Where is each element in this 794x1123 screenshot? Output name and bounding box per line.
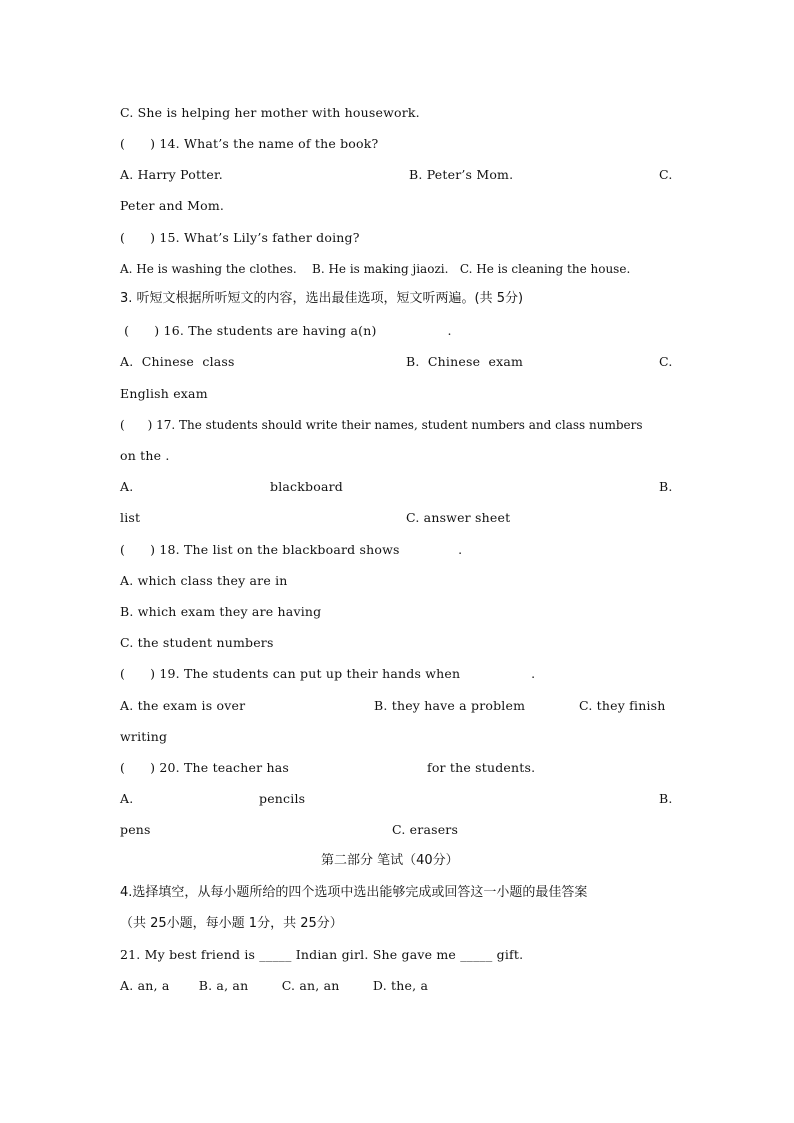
q14-question: ( ) 14. What’s the name of the book? <box>120 136 379 151</box>
q13-option-c: C. She is helping her mother with housework. <box>120 105 420 120</box>
q18-option-a: A. which class they are in <box>120 573 288 588</box>
q14-option-a: A. Harry Potter. <box>120 167 223 182</box>
q20-option-b-text: pens <box>120 822 151 837</box>
q14-option-c-label: C. <box>659 167 673 182</box>
q14-option-c-text: Peter and Mom. <box>120 198 225 213</box>
q17-question-cont: on the . <box>120 448 170 463</box>
q19-option-a: A. the exam is over <box>120 698 246 713</box>
q15-question: ( ) 15. What’s Lily’s father doing? <box>120 230 360 245</box>
q21-question: 21. My best friend is _____ Indian girl. She gave me _____ gift. <box>120 947 524 962</box>
q20-question: ( ) 20. The teacher has <box>120 760 289 775</box>
q16-question: ( ) 16. The students are having a(n) . <box>120 323 452 338</box>
q18-option-c: C. the student numbers <box>120 635 274 650</box>
section-4-scoring: （共 25小题，每小题 1分，共 25分） <box>120 916 343 931</box>
q21-options: A. an, a B. a, an C. an, an D. the, a <box>120 978 429 993</box>
q17-option-a-label: A. <box>120 479 134 494</box>
q15-options: A. He is washing the clothes. B. He is making jiaozi. C. He is cleaning the house. <box>120 262 631 276</box>
q19-question: ( ) 19. The students can put up their hands when . <box>120 666 536 681</box>
section-3-heading: 3. 听短文根据所听短文的内容，选出最佳选项，短文听两遍。(共 5分) <box>120 291 524 306</box>
q20-option-a-text: pencils <box>259 791 306 806</box>
q17-option-b-text: list <box>120 510 141 525</box>
q20-option-a-label: A. <box>120 791 134 806</box>
q17-option-a-text: blackboard <box>270 479 343 494</box>
q19-option-c: C. they finish <box>579 698 666 713</box>
q20-option-c: C. erasers <box>392 822 459 837</box>
q19-option-c-cont: writing <box>120 729 168 744</box>
q16-option-c-text: English exam <box>120 386 208 401</box>
q17-question: ( ) 17. The students should write their names, student numbers and class numbers <box>120 418 643 432</box>
q17-option-b-label: B. <box>659 479 673 494</box>
q16-option-b: B. Chinese exam <box>406 354 524 369</box>
q16-option-c-label: C. <box>659 354 673 369</box>
q18-question: ( ) 18. The list on the blackboard shows . <box>120 542 463 557</box>
q20-question-end: for the students. <box>427 760 536 775</box>
q20-option-b-label: B. <box>659 791 673 806</box>
q17-option-c: C. answer sheet <box>406 510 511 525</box>
section-4-heading: 4.选择填空，从每小题所给的四个选项中选出能够完成或回答这一小题的最佳答案 <box>120 885 588 900</box>
q19-option-b: B. they have a problem <box>374 698 526 713</box>
q14-option-b: B. Peter’s Mom. <box>409 167 514 182</box>
q18-option-b: B. which exam they are having <box>120 604 322 619</box>
q16-option-a: A. Chinese class <box>120 354 235 369</box>
part-2-heading: 第二部分 笔试（40分） <box>321 853 459 868</box>
